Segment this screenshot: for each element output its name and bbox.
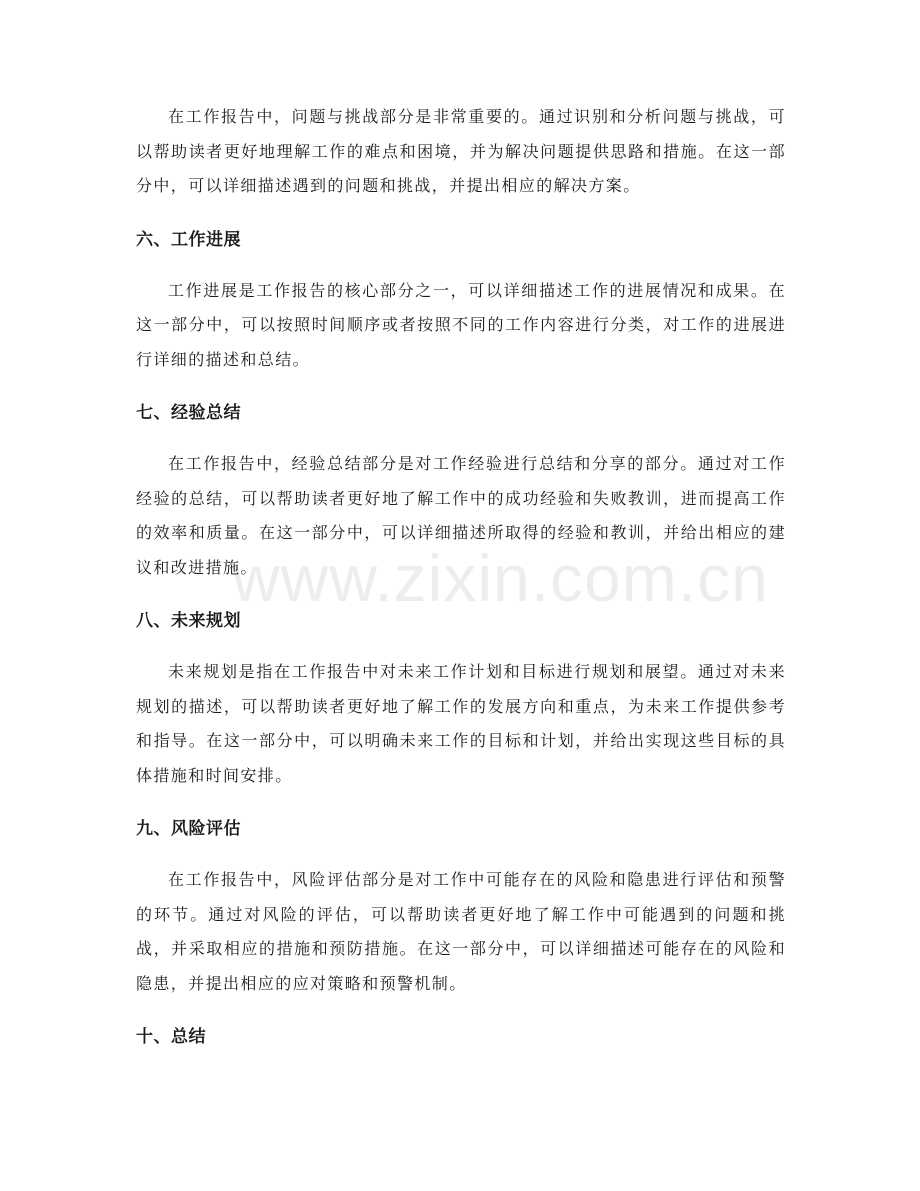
intro-paragraph: 在工作报告中，问题与挑战部分是非常重要的。通过识别和分析问题与挑战，可以帮助读者更好地理解工作的难点和困境，并为解决问题提供思路和措施。在这一部分中，可以详细描述遇到的问题和挑战，并提出相应的解决方案。 [136,107,786,195]
section-heading-10: 十、总结 [136,1027,206,1047]
section-heading-7: 七、经验总结 [136,403,241,423]
section-heading-9: 九、风险评估 [136,819,241,839]
section-paragraph-9: 在工作报告中，风险评估部分是对工作中可能存在的风险和隐患进行评估和预警的环节。通过对风险的评估，可以帮助读者更好地了解工作中可能遇到的问题和挑战，并采取相应的措施和预防措施。在这一部分中，可以详细描述可能存在的风险和隐患，并提出相应的应对策略和预警机制。 [136,870,786,993]
section-paragraph-6: 工作进展是工作报告的核心部分之一，可以详细描述工作的进展情况和成果。在这一部分中，可以按照时间顺序或者按照不同的工作内容进行分类，对工作的进展进行详细的描述和总结。 [136,280,786,369]
section-paragraph-7: 在工作报告中，经验总结部分是对工作经验进行总结和分享的部分。通过对工作经验的总结，可以帮助读者更好地了解工作中的成功经验和失败教训，进而提高工作的效率和质量。在这一部分中，可以详细描述所取得的经验和教训，并给出相应的建议和改进措施。 [136,454,786,577]
section-paragraph-8: 未来规划是指在工作报告中对未来工作计划和目标进行规划和展望。通过对未来规划的描述，可以帮助读者更好地了解工作的发展方向和重点，为未来工作提供参考和指导。在这一部分中，可以明确未来工作的目标和计划，并给出实现这些目标的具体措施和时间安排。 [136,662,786,785]
section-heading-8: 八、未来规划 [136,611,241,631]
section-heading-6: 六、工作进展 [136,229,241,250]
watermark-text: www.zixin.com.cn [232,541,769,615]
